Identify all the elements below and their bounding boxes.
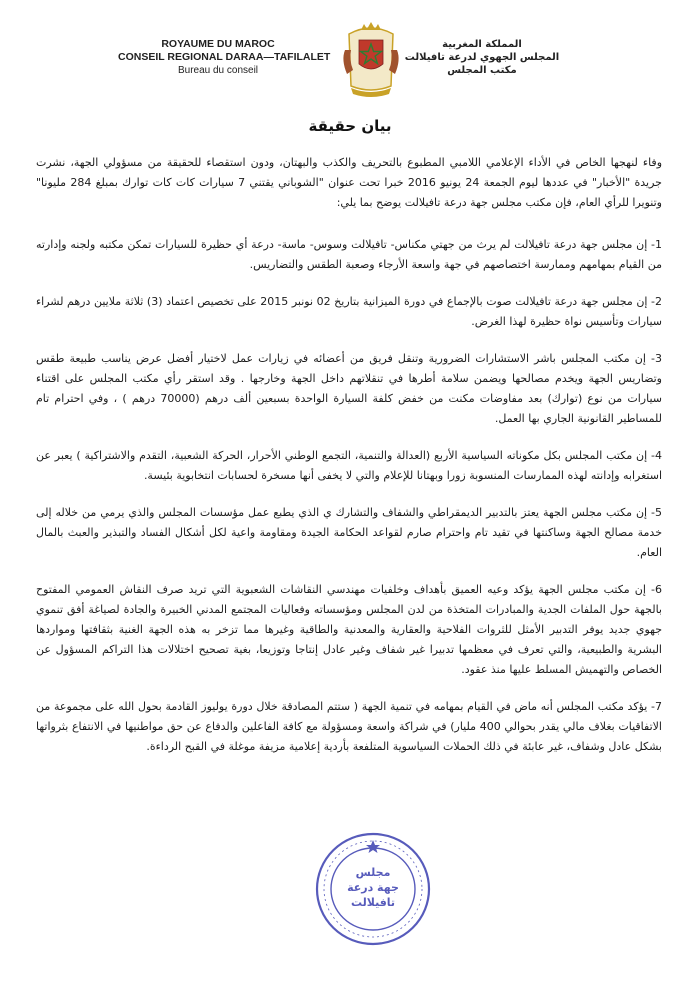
intro-paragraph: وفاء لنهجها الخاص في الأداء الإعلامي اللامبي المطبوع بالتحريف والكذب والبهتان، ودون استقصاء للحقيقة من مسؤولي الجهة، نشرت جريدة "الأخبار" في عددها ليوم الجمعة 24 يونيو 2016 خبرا تحت عنوان "الشوباني يقتني 7 سيارات كات كات توارك بمبلغ 284 مليونا" وتنويرا للرأي العام، فإن مكتب مجلس جهة درعة تافيلالت يوضح بما يلي: [36, 156, 662, 209]
clause-6: 6- إن مكتب مجلس الجهة يؤكد وعيه العميق بأهداف وخلفيات مهندسي النقاشات الشعبوية التي تريد صرف النقاش العمومي المفتوح بالجهة حول الملفات الجدية والمبادرات المتخذة من لدن المجلس ومؤسساته وفعاليات المجتمع المدني الخبيرة والجادة لصياغة أفق تنموي جهوي جديد يوفر التدبير الأمثل للثروات الفلاحية والعقارية والمعدنية والطاقية وغيرها مما تزخر به هذه الجهة الغنية بثقافتها ومواردها البشرية والطبيعية، والتي تعرف في معظمها تدبيرا غير شفاف وغير عادل إنتاجا وتوزيعا، بغية تصحيح اختلالات هذا التراكم المسؤول عن الخصاص والتهميش المسلط عليها منذ عقود. [36, 583, 662, 676]
clause-4: 4- إن مكتب المجلس بكل مكوناته السياسية الأربع (العدالة والتنمية، التجمع الوطني الأحرار، الحركة الشعبية، التقدم والاشتراكية ) يعبر عن استغرابه وإدانته لهذه الممارسات المنسوبة زورا وبهتانا للإعلام والتي لا يخفى أنها مسخرة لحسابات انتخابوية بئيسة. [36, 449, 662, 482]
stamp-line-1: مجلس [355, 866, 391, 879]
clause-7: 7- يؤكد مكتب المجلس أنه ماض في القيام بمهامه في تنمية الجهة ( ستتم المصادقة خلال دورة يوليوز القادمة بحول الله على مجموعة من الاتفاقيات بغلاف مالي يقدر بحوالي 400 مليار) في شراكة واسعة ومسؤولة مع كافة الفاعلين والدفاع عن حق مواطنيها في الانتفاع بثرواتها بشكل عادل وشفاف، غير عابئة في ذلك الحملات السياسوية المتلفعة بأردية إعلامية مزيفة موغلة في القبح الرداءة. [36, 700, 662, 753]
official-stamp [313, 830, 433, 948]
clause-2: 2- إن مجلس جهة درعة تافيلالت صوت بالإجماع في دورة الميزانية بتاريخ 02 نونبر 2015 على تخصيص اعتماد (3) ثلاثة ملايين درهم لشراء سيارات وتأسيس نواة حظيرة لهذا الغرض. [36, 295, 662, 328]
header-council-fr: CONSEIL REGIONAL DARAA—TAFILALET [118, 51, 331, 63]
header-council-ar: المجلس الجهوي لدرعة تافيلالت [404, 52, 560, 63]
header-bureau-ar: مكتب المجلس [447, 65, 517, 76]
header-arabic [382, 38, 582, 77]
header-french [118, 38, 331, 77]
document-body [36, 153, 662, 774]
clause-5: 5- إن مكتب مجلس الجهة يعتز بالتدبير الديمقراطي والشفاف والتشارك ي الذي يطبع عمل مؤسسات المجلس والذي يرمي من خلاله إلى خدمة مصالح الجهة وساكنتها في تقيد تام واحترام صارم لقواعد الحكامة الجيدة ومقاومة واعية لكل أشكال الفساد والتبذير والعبث بالمال العام. [36, 506, 662, 559]
clause-1: 1- إن مجلس جهة درعة تافيلالت لم يرث من جهتي مكناس- تافيلالت وسوس- ماسة- درعة أي حظيرة للسيارات تمكن مكتبه ولجنه وإدارته من القيام بمهامهم وممارسة اختصاصهم في جهة واسعة الأرجاء وصعبة الطقس والتضاريس. [36, 238, 662, 271]
stamp-line-3: تافيلالت [350, 896, 396, 909]
document-title: بيان حقيقة [308, 117, 392, 135]
header-bureau-fr: Bureau du conseil [177, 65, 259, 76]
stamp-line-2: جهة درعة [347, 881, 399, 894]
header-kingdom-fr: ROYAUME DU MAROC [161, 38, 275, 50]
stamp-text [313, 830, 433, 948]
header-kingdom-ar: المملكة المغربية [442, 39, 522, 50]
clause-3: 3- إن مكتب المجلس باشر الاستشارات الضرورية وتنقل فريق من أعضائه في زيارات عمل لاختيار أفضل عرض يناسب طبيعة طقس وتضاريس الجهة ويخدم مصالحها ويضمن سلامة أطرها في تنقلاتهم داخل الجهة وخارجها . وقد استقر رأي مكتب المجلس على اقتناء سيارات من نوع (توارك) بعد مفاوضات مكنت من خفض كلفة السيارة الواحدة بسبعين ألف درهم (70000 درهم ) ، وفي احترام تام للمساطير القانونية الجاري بها العمل. [36, 352, 662, 425]
